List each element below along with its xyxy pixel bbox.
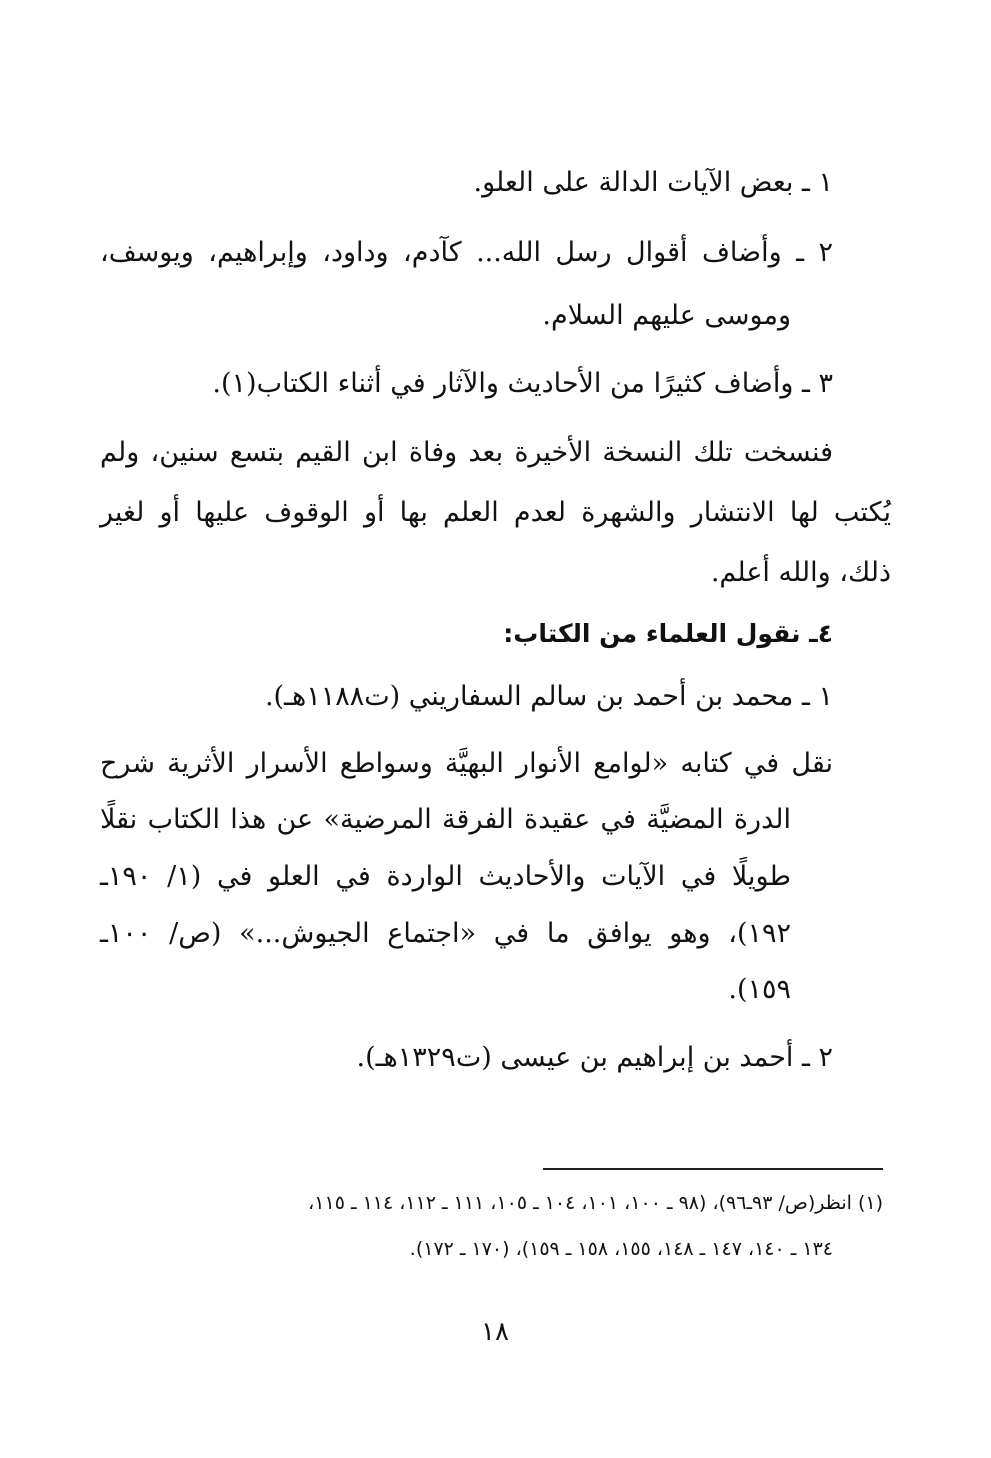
- page-number: ١٨: [481, 1317, 509, 1347]
- footnote-separator: [543, 1168, 883, 1170]
- list-item-2-line-2: وموسى عليهم السلام.: [542, 300, 791, 331]
- scholar-2-title: ٢ ـ أحمد بن إبراهيم بن عيسى (ت١٣٢٩هـ).: [356, 1042, 833, 1073]
- scholar-1-line-2: الدرة المضيَّة في عقيدة الفرقة المرضية» عن هذا الكتاب نقلًا: [100, 804, 791, 835]
- list-item-1: ١ ـ بعض الآيات الدالة على العلو.: [473, 167, 833, 198]
- paragraph-line-2: يُكتب لها الانتشار والشهرة لعدم العلم بها أو الوقوف عليها أو لغير: [100, 497, 891, 528]
- list-item-3: ٣ ـ وأضاف كثيرًا من الأحاديث والآثار في أثناء الكتاب(١).: [212, 368, 833, 399]
- scholar-1-line-5: ١٥٩).: [728, 974, 791, 1005]
- paragraph-line-1: فنسخت تلك النسخة الأخيرة بعد وفاة ابن القيم بتسع سنين، ولم: [100, 437, 833, 468]
- list-item-2-line-1: ٢ ـ وأضاف أقوال رسل الله... كآدم، وداود، وإبراهيم، ويوسف،: [100, 237, 833, 268]
- scholar-1-line-1: نقل في كتابه «لوامع الأنوار البهيَّة وسواطع الأسرار الأثرية شرح: [100, 748, 833, 779]
- footnote-line-2: ١٣٤ ـ ١٤٠، ١٤٧ ـ ١٤٨، ١٥٥، ١٥٨ ـ ١٥٩)، (١٧٠ ـ ١٧٢).: [409, 1238, 833, 1260]
- scholar-1-title: ١ ـ محمد بن أحمد بن سالم السفاريني (ت١١٨٨هـ).: [264, 681, 833, 712]
- scholar-1-line-3: طويلًا في الآيات والأحاديث الواردة في العلو في (١/ ١٩٠ـ: [100, 861, 791, 892]
- section-heading: ٤ـ نقول العلماء من الكتاب:: [503, 619, 833, 648]
- footnote-line-1: (١) انظر(ص/ ٩٣ـ٩٦)، (٩٨ ـ ١٠٠، ١٠١، ١٠٤ ـ ١٠٥، ١١١ ـ ١١٢، ١١٤ ـ ١١٥،: [308, 1192, 883, 1214]
- scholar-1-line-4: ١٩٢)، وهو يوافق ما في «اجتماع الجيوش...» (ص/ ١٠٠ـ: [100, 918, 791, 949]
- paragraph-line-3: ذلك، والله أعلم.: [710, 557, 891, 588]
